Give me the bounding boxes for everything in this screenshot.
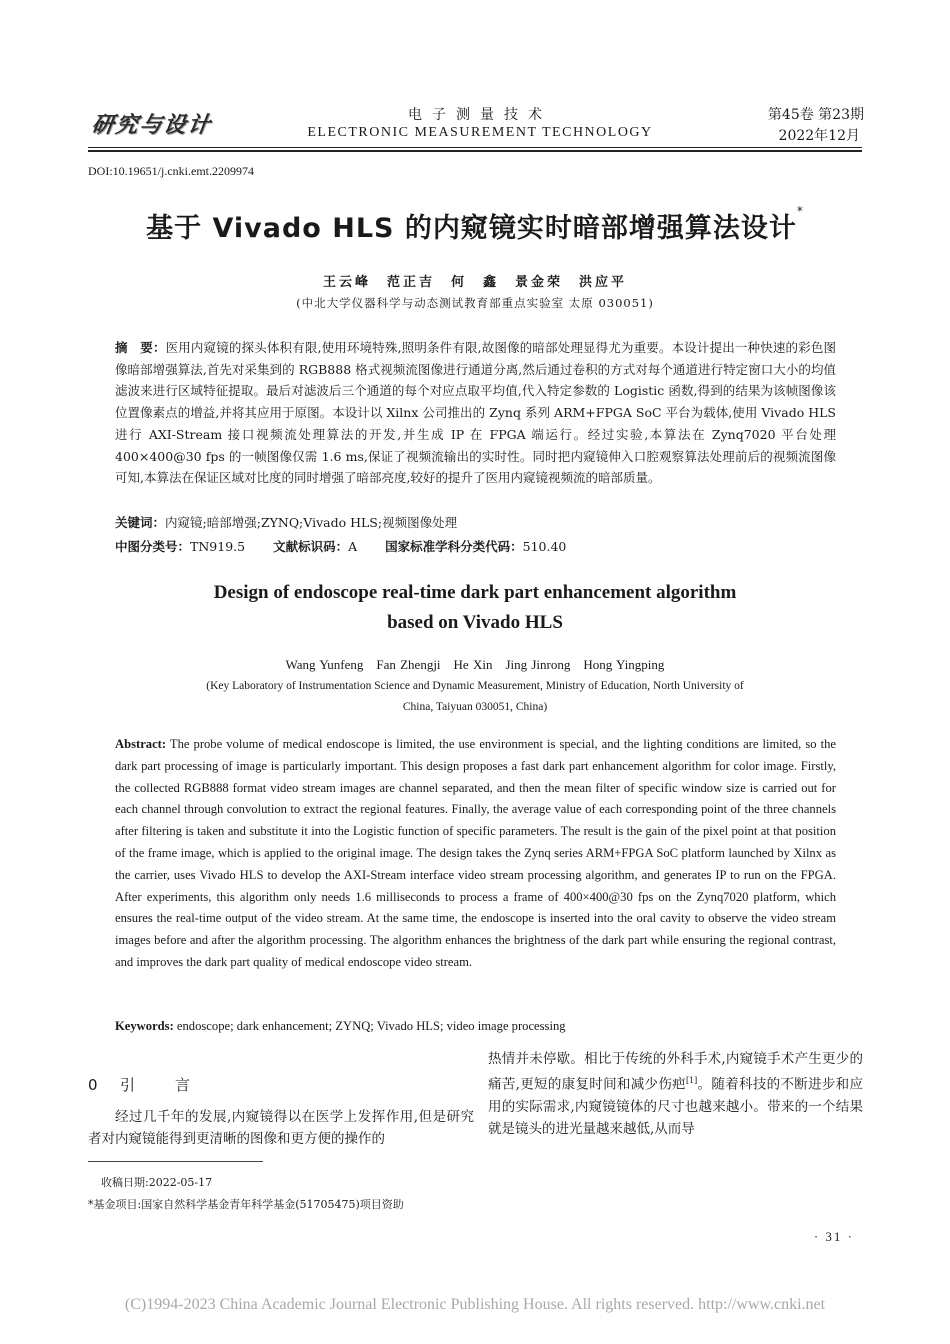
abstract-cn-label: 摘 要： (115, 340, 166, 355)
abstract-en (115, 734, 836, 974)
keywords-en-text: endoscope; dark enhancement; ZYNQ; Vivado HLS; video image processing (176, 1019, 566, 1033)
keywords-cn (115, 513, 457, 531)
paper-title-en (0, 578, 950, 638)
keywords-cn-text: 内窥镜;暗部增强;ZYNQ;Vivado HLS;视频图像处理 (165, 515, 458, 530)
clc-label: 中图分类号： (115, 539, 191, 554)
title-en-line-1: Design of endoscope real-time dark part enhancement algorithm (213, 582, 737, 603)
header-rule-thin (88, 147, 862, 148)
body-left-column: 经过几千年的发展,内窥镜得以在医学上发挥作用,但是研究者对内窥镜能得到更清晰的图像和更方便的操作的 (88, 1109, 474, 1147)
doi: DOI:10.19651/j.cnki.emt.2209974 (88, 164, 254, 178)
right-text-a: 热情并未停歇。相比于传统的外科手术,内窥镜手术产生更少的痛苦,更短的康复时间和减少伤疤 (488, 1051, 863, 1093)
abstract-en-text: The probe volume of medical endoscope is limited, the use environment is special, and the lighting conditions are limited, so the dark part processing of image is particularly important. This design proposes a fast dark part enhancement algorithm for color image. Firstly, the collected RGB888 format video stream images are channel separated, and then the mean filter of specific window size is carried out for each channel through convolution to extract the regional features. Finally, the average value of each corresponding point of the three channels after filtering is taken and substitute it into the Logistic function of specific parameters. The result is the gain of the pixel point at that position of the frame image, which is applied to the original image. The design takes the Zynq series ARM+FPGA SoC platform launched by Xilnx as the carrier, uses Vivado HLS to develop the AXI-Stream interface video stream processing algorithm, and generates IP to run on the FPGA. After experiments, this algorithm only needs 1.6 milliseconds to process a frame of 400×400@30 fps on the Zynq7020 platform, which ensures the real-time output of the video stream. At the same time, the endoscope is inserted into the oral cavity to observe the video stream images before and after the algorithm processing. The algorithm enhances the brightness of the dark part while ensuring the regional contrast, and improves the dark part quality of medical endoscope video stream. (115, 737, 837, 969)
keywords-cn-label: 关键词： (115, 515, 166, 530)
section-number: 0 (88, 1076, 98, 1094)
clc-value: TN919.5 (190, 539, 246, 554)
keywords-en (115, 1019, 566, 1034)
authors-en: Wang Yunfeng Fan Zhengji He Xin Jing Jinrong Hong Yingping (285, 657, 665, 672)
logo-text: 研究与设计 (89, 113, 214, 138)
affiliation-en: (Key Laboratory of Instrumentation Science and Dynamic Measurement, Ministry of Education, North University of China, Taiyuan 030051, China) (206, 680, 744, 713)
affiliation-cn: (中北大学仪器科学与动态测试教育部重点实验室 太原 030051) (296, 296, 654, 310)
title-en-line-2: based on Vivado HLS (387, 612, 563, 633)
footnote-fund: *基金项目:国家自然科学基金青年科学基金(51705475)项目资助 (88, 1198, 404, 1211)
abstract-cn (115, 337, 836, 489)
section-heading-intro (88, 1074, 190, 1095)
issue-date: 2022年12月 (778, 128, 860, 144)
subject-code-label: 国家标准学科分类代码： (385, 539, 523, 554)
doc-code-label: 文献标识码： (273, 539, 349, 554)
citation-ref: [1] (685, 1076, 698, 1086)
section-title-char-2: 言 (175, 1076, 191, 1094)
authors-cn: 王云峰 范正吉 何 鑫 景金荣 洪应平 (322, 275, 627, 290)
header-rule-thick (88, 150, 862, 152)
title-cn-text: 基于 Vivado HLS 的内窥镜实时暗部增强算法设计 (146, 213, 797, 244)
right-text-b: 。随着科技的不断进步和应用的实际需求,内窥镜镜体的尺寸也越来越小。带来的一个结果就是镜头的进光量越来越低,从而导 (488, 1076, 863, 1138)
abstract-cn-text: 医用内窥镜的探头体积有限,使用环境特殊,照明条件有限,故图像的暗部处理显得尤为重要。本设计提出一种快速的彩色图像暗部增强算法,首先对采集到的 RGB888 格式视频流图像进行通道分离,然后通过卷积的方式对每个通道进行特定窗口大小的均值滤波来进行区域特征提取。最后对滤波后三个通道的每个对应点取平均值,代入特定参数的 Logistic 函数,得到的结果为该帧图像该位置像素点的增益,并将其应用于原图。本设计以 Xilnx 公司推出的 Zynq 系列 ARM+FPGA SoC 平台为载体,使用 Vivado HLS 进行 AXI-Stream 接口视频流处理算法的开发,并生成 IP 在 FPGA 端运行。经过实验,本算法在 Zynq7020 平台处理 400×400@30 fps 的一帧图像仅需 1.6 ms,保证了视频流输出的实时性。同时把内窥镜伸入口腔观察算法处理前后的视频流图像可知,本算法在保证区域对比度的同时增强了暗部亮度,较好的提升了医用内窥镜视频流的暗部质量。 (115, 340, 836, 486)
abstract-en-label: Abstract: (115, 737, 167, 751)
title-footnote-mark: * (796, 204, 804, 218)
journal-column-logo (89, 108, 242, 142)
keywords-en-label: Keywords: (115, 1019, 174, 1033)
classification-line (115, 537, 566, 555)
paper-title-cn (0, 206, 950, 245)
body-right-column (488, 1048, 863, 1140)
volume-issue: 第45卷 第23期 (767, 107, 864, 123)
journal-name-en: ELECTRONIC MEASUREMENT TECHNOLOGY (307, 125, 653, 140)
footnote-received: 收稿日期:2022-05-17 (101, 1176, 213, 1189)
copyright-watermark: (C)1994-2023 China Academic Journal Electronic Publishing House. All rights reserved. http://www.cnki.net (124, 1296, 826, 1313)
journal-name-cn: 电子测量技术 (408, 107, 552, 123)
doc-code-value: A (348, 539, 358, 554)
footnote-rule (88, 1161, 263, 1162)
section-title-char-1: 引 (120, 1076, 136, 1094)
page-number: · 31 · (813, 1229, 854, 1244)
subject-code-value: 510.40 (522, 539, 567, 554)
